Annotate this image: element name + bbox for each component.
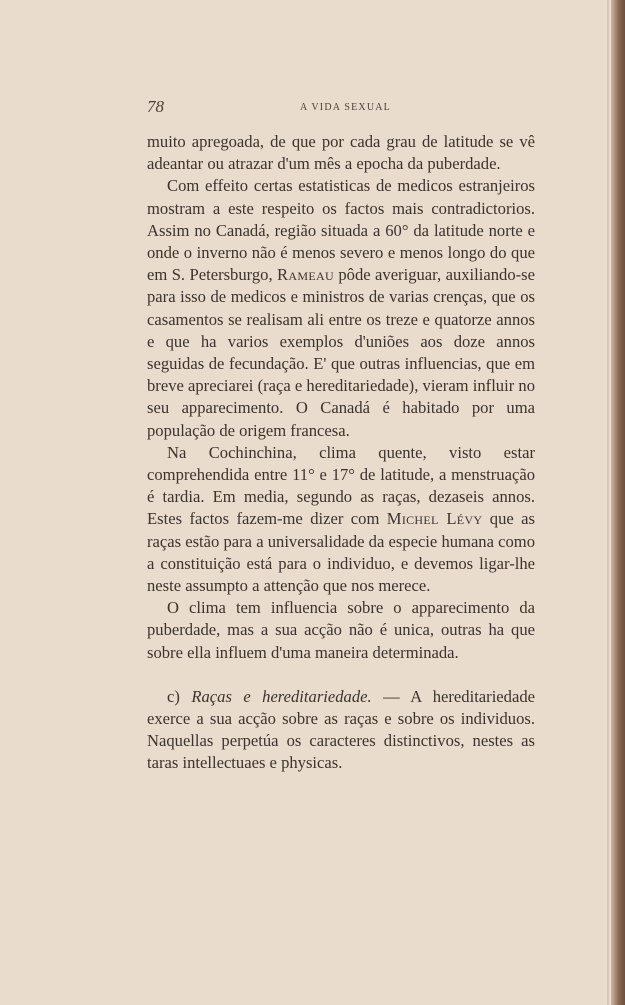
author-name-michel-levy: Michel Lévy [386, 509, 483, 529]
paragraph-2-text-a: Com effeito certas estatisticas de medicos estranjeiros mostram a este respeito os factos mais contradictorios. Assim no Canadá, região situada a 60° da latitude norte e onde o inverno não é menos severo e menos longo do que em S. Petersburgo, [147, 176, 535, 285]
paragraph-1 [147, 131, 535, 175]
section-label: c) [167, 686, 192, 706]
body-text [147, 131, 535, 775]
page-number: 78 [147, 97, 164, 116]
page-header [147, 97, 535, 117]
section-c [147, 686, 535, 775]
section-title: Raças e hereditariedade. [191, 686, 372, 706]
author-name-rameau: Rameau [277, 265, 334, 285]
paragraph-4 [147, 597, 535, 664]
paragraph-3-text-a: Na Cochinchina, clima quente, visto estar comprehendida entre 11° e 17° de latitude, a menstruação é tardia. Em media, segundo as raças, dezaseis annos. Estes factos fazem-me dizer com [147, 442, 535, 529]
paragraph-2-text-b: pôde averiguar, auxiliando-se para isso de medicos e ministros de varias crenças, que os casamentos se realisam ali entre os treze e quatorze annos e que ha varios exemplos d'uniões aos doze annos seguidas de fecundação. E' que outras influencias, que em breve apreciarei (raça e hereditariedade), vieram influir no seu apparecimento. O Canadá é habitado por uma população de origem francesa. [147, 265, 535, 440]
paragraph-2 [147, 175, 535, 441]
book-cover-edge [611, 0, 625, 1005]
paragraph-1-text: muito apregoada, de que por cada grau de latitude se vê adeantar ou atrazar d'um mês a epocha da puberdade. [147, 132, 535, 174]
paragraph-3 [147, 442, 535, 597]
running-head: A VIDA SEXUAL [300, 102, 391, 113]
paragraph-3-text-b: que as raças estão para a universalidade da especie humana como a constituição está para o individuo, e devemos ligar-lhe neste assumpto a attenção que nos merece. [147, 509, 535, 596]
section-body-text: — A hereditariedade exerce a sua acção sobre as raças e sobre os individuos. Naquellas perpetúa os caracteres distinctivos, nestes as taras intellectuaes e physicas. [147, 686, 535, 773]
page-edge-line [607, 0, 609, 1005]
paragraph-4-text: O clima tem influencia sobre o apparecimento da puberdade, mas a sua acção não é unica, outras ha que sobre ella influem d'uma maneira determinada. [147, 598, 535, 662]
